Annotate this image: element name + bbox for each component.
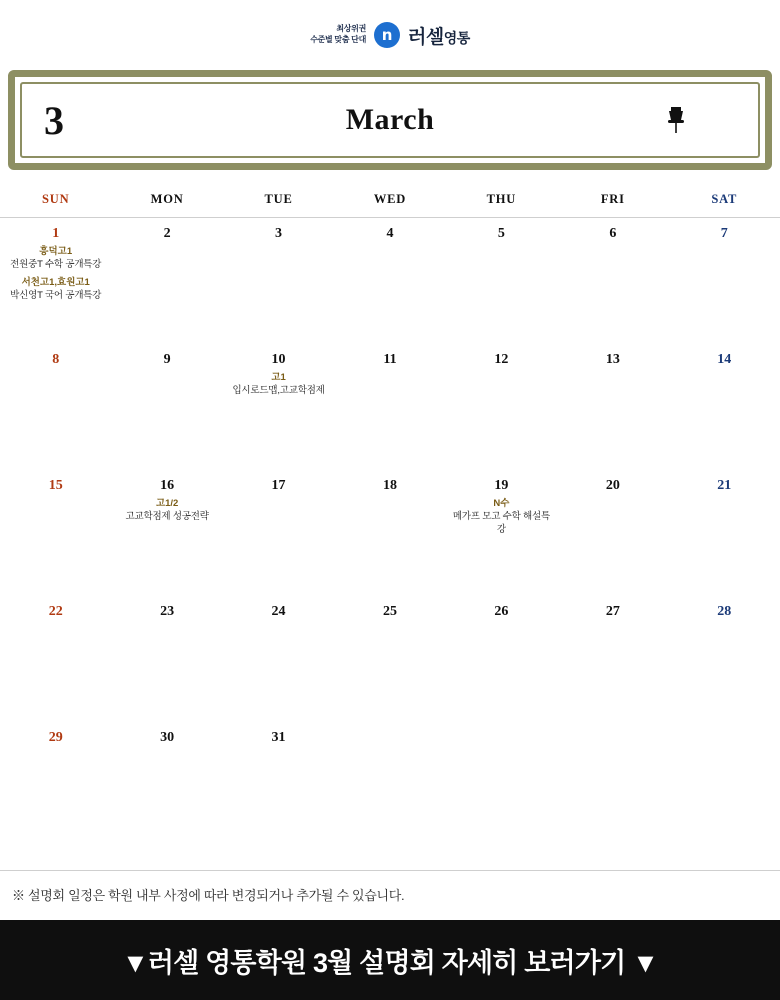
calendar-day-cell[interactable] xyxy=(334,470,445,596)
event-tag: 흥덕고1 xyxy=(39,246,73,258)
calendar-day-cell[interactable] xyxy=(223,344,334,470)
day-number: 17 xyxy=(271,477,286,493)
calendar-week-row xyxy=(0,722,780,848)
calendar-event[interactable] xyxy=(449,498,554,536)
event-description: 전원중T 수학 공개특강 xyxy=(10,259,102,271)
calendar-empty-cell xyxy=(334,722,445,848)
event-description: 입시로드맵,고교학점제 xyxy=(232,384,325,396)
day-number: 9 xyxy=(163,351,171,367)
day-number: 5 xyxy=(497,226,505,241)
calendar-week-row xyxy=(0,596,780,722)
event-description: 박신영T 국어 공개특강 xyxy=(10,289,102,301)
calendar-empty-cell xyxy=(557,722,668,848)
brand-name xyxy=(408,22,470,49)
calendar-day-cell[interactable] xyxy=(669,470,780,596)
day-number: 19 xyxy=(494,477,509,493)
weekday-wed: WED xyxy=(373,192,407,206)
calendar-day-cell[interactable] xyxy=(111,722,222,848)
day-number: 18 xyxy=(382,477,397,493)
event-tag: N수 xyxy=(493,497,510,509)
calendar-empty-cell xyxy=(446,722,557,848)
calendar-event[interactable] xyxy=(226,372,331,398)
calendar-day-cell[interactable] xyxy=(223,722,334,848)
day-number: 25 xyxy=(382,603,397,619)
day-number: 23 xyxy=(160,603,175,619)
calendar-day-cell[interactable] xyxy=(557,218,668,344)
calendar-day-cell[interactable] xyxy=(334,218,445,344)
calendar-event[interactable] xyxy=(3,277,108,303)
day-number: 11 xyxy=(383,351,397,367)
calendar-body xyxy=(0,218,780,848)
site-logo-bar xyxy=(0,0,780,70)
event-tag: 고1/2 xyxy=(155,497,179,509)
day-number: 4 xyxy=(386,226,394,241)
month-number: 3 xyxy=(44,97,64,143)
logo-tagline xyxy=(310,24,366,46)
calendar-day-cell[interactable] xyxy=(0,722,111,848)
day-number: 13 xyxy=(605,351,620,367)
day-number: 22 xyxy=(48,603,63,619)
day-number: 2 xyxy=(163,226,171,241)
pushpin-icon-svg xyxy=(665,105,687,135)
event-tag: 고1 xyxy=(271,371,286,383)
weekday-mon: MON xyxy=(150,192,184,206)
calendar-day-cell[interactable] xyxy=(446,344,557,470)
weekday-sat: SAT xyxy=(711,192,738,206)
calendar-week-row xyxy=(0,218,780,344)
month-name: March xyxy=(345,103,435,136)
day-number: 29 xyxy=(48,729,63,745)
calendar-day-cell[interactable] xyxy=(669,344,780,470)
logo-tagline-line1: 최상위권 xyxy=(336,24,367,34)
calendar-table xyxy=(0,184,780,848)
month-banner-inner xyxy=(20,82,760,158)
calendar-day-cell[interactable] xyxy=(223,596,334,722)
calendar-day-cell[interactable] xyxy=(557,596,668,722)
day-number: 10 xyxy=(271,351,286,367)
calendar-header-row xyxy=(0,184,780,218)
event-description: 메가프 모고 수학 해설특강 xyxy=(452,510,550,535)
day-number: 21 xyxy=(717,477,732,493)
calendar-day-cell[interactable] xyxy=(557,344,668,470)
calendar-event[interactable] xyxy=(3,246,108,272)
month-banner xyxy=(8,70,772,170)
weekday-tue: TUE xyxy=(264,192,293,206)
calendar-day-cell[interactable] xyxy=(557,470,668,596)
calendar-empty-cell xyxy=(669,722,780,848)
calendar-day-cell[interactable] xyxy=(223,470,334,596)
calendar-day-cell[interactable] xyxy=(0,596,111,722)
logo-tagline-line2: 수준별 맞춤 단대 xyxy=(310,35,367,44)
calendar-event[interactable] xyxy=(114,498,219,524)
pushpin-icon xyxy=(616,105,736,135)
calendar-day-cell[interactable] xyxy=(111,218,222,344)
day-number: 14 xyxy=(717,351,732,367)
day-number: 6 xyxy=(609,226,617,241)
calendar-day-cell[interactable] xyxy=(111,470,222,596)
calendar-day-cell[interactable] xyxy=(446,470,557,596)
calendar-day-cell[interactable] xyxy=(0,218,111,344)
day-number: 16 xyxy=(160,477,175,493)
weekday-fri: FRI xyxy=(600,192,625,206)
day-number: 26 xyxy=(494,603,509,619)
calendar-day-cell[interactable] xyxy=(0,344,111,470)
day-number: 30 xyxy=(160,729,175,745)
calendar-day-cell[interactable] xyxy=(223,218,334,344)
day-number: 31 xyxy=(271,729,286,745)
day-number: 15 xyxy=(48,477,63,493)
weekday-thu: THU xyxy=(486,192,517,206)
calendar-week-row xyxy=(0,344,780,470)
day-number: 7 xyxy=(720,226,728,241)
cta-banner[interactable]: ▼러셀 영통학원 3월 설명회 자세히 보러가기 ▼ xyxy=(0,920,780,1000)
day-number: 27 xyxy=(605,603,620,619)
day-number: 1 xyxy=(52,226,60,241)
day-number: 12 xyxy=(494,351,509,367)
calendar-day-cell[interactable] xyxy=(669,596,780,722)
brand-name-main: 러셀 xyxy=(408,26,444,48)
calendar-day-cell[interactable] xyxy=(334,596,445,722)
calendar-week-row xyxy=(0,470,780,596)
event-description: 고교학점제 성공전략 xyxy=(125,510,209,522)
calendar-day-cell[interactable] xyxy=(111,596,222,722)
day-number: 24 xyxy=(271,603,286,619)
calendar-day-cell[interactable] xyxy=(669,218,780,344)
footnote: ※ 설명회 일정은 학원 내부 사정에 따라 변경되거나 추가될 수 있습니다. xyxy=(0,870,780,904)
event-tag: 서천고1,효원고1 xyxy=(21,277,90,289)
calendar-day-cell[interactable] xyxy=(334,344,445,470)
day-number: 28 xyxy=(717,603,732,619)
day-number: 3 xyxy=(275,226,283,241)
calendar-day-cell[interactable] xyxy=(446,596,557,722)
weekday-sun: SUN xyxy=(42,192,70,206)
calendar-day-cell[interactable] xyxy=(0,470,111,596)
calendar-day-cell[interactable] xyxy=(446,218,557,344)
day-number: 8 xyxy=(52,351,60,367)
brand-logo-icon: n xyxy=(374,22,400,48)
brand-name-branch: 영통 xyxy=(443,29,470,46)
calendar-day-cell[interactable] xyxy=(111,344,222,470)
day-number: 20 xyxy=(605,477,620,493)
